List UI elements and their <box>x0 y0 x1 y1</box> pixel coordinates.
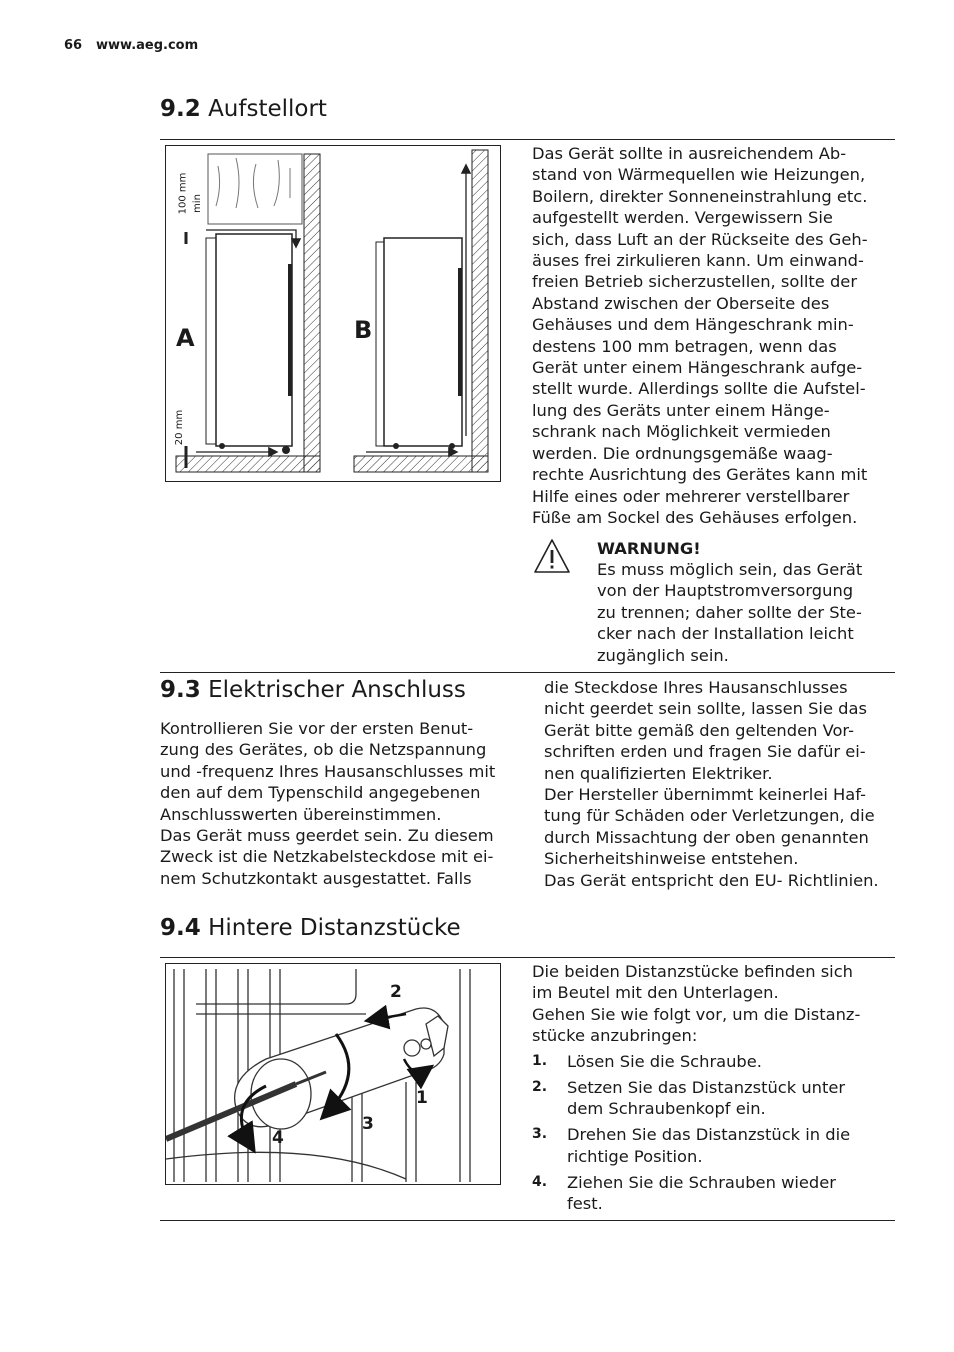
section-rule <box>160 957 895 958</box>
section-rule <box>160 672 895 673</box>
step-number: 4. <box>532 1173 548 1190</box>
step-number: 1. <box>532 1053 548 1069</box>
section-title: Aufstellort <box>208 96 327 122</box>
step-text: Drehen Sie das Distanzstück in die richtige Position. <box>567 1125 851 1166</box>
section-9-2-heading <box>160 96 327 122</box>
section-title: Hintere Distanzstücke <box>208 915 461 941</box>
list-item <box>532 1172 892 1215</box>
list-item <box>532 1124 892 1167</box>
callout-4: 4 <box>272 1128 284 1148</box>
dim-top: 100 mm <box>177 172 189 215</box>
step-text: Lösen Sie die Schraube. <box>567 1052 762 1071</box>
callout-3: 3 <box>362 1114 374 1134</box>
label-a: A <box>176 324 195 352</box>
section-number: 9.3 <box>160 677 201 703</box>
s94-intro: Die beiden Distanzstücke befinden sich im Beutel mit den Unterlagen. Gehen Sie wie folgt vor, um die Distanz- stücke anzubringen: <box>532 962 861 1046</box>
callout-1: 1 <box>416 1088 428 1108</box>
section-9-4-heading <box>160 915 461 941</box>
section-number: 9.2 <box>160 96 201 122</box>
step-number: 2. <box>532 1078 548 1095</box>
section-number: 9.4 <box>160 915 201 941</box>
section-rule <box>160 1220 895 1221</box>
s93-col-right: die Steckdose Ihres Hausanschlusses nicht geerdet sein sollte, lassen Sie das Gerät bitte gemäß den geltenden Vor- schriften erden und fragen Sie dafür ei- nen qualifizierten Elektriker. Der Hersteller übernimmt keinerlei Haf- tung für Schäden oder Verletzungen, die durch Missachtung der oben genannten Sicherheitshinweise entstehen. Das Gerät entspricht den EU- Richtlinien. <box>544 678 879 890</box>
callout-2: 2 <box>390 982 402 1002</box>
section-rule <box>160 139 895 140</box>
site-url[interactable]: www.aeg.com <box>96 38 199 53</box>
placement-diagram <box>166 146 500 481</box>
dim-bottom: 20 mm <box>174 409 186 446</box>
step-number: 3. <box>532 1126 548 1143</box>
section-9-3-heading <box>160 677 466 703</box>
warning-icon <box>533 538 573 578</box>
list-item <box>532 1077 892 1120</box>
warning-label: WARNUNG! <box>597 539 701 558</box>
step-text: Setzen Sie das Distanzstück unter dem Schraubenkopf ein. <box>567 1077 846 1119</box>
list-item <box>532 1051 892 1072</box>
s93-col-left: Kontrollieren Sie vor der ersten Benut- zung des Gerätes, ob die Netzspannung und -frequenz Ihres Hausanschlusses mit den auf dem Typenschild angegebenen Anschlusswerten übereinstimmen. Das Gerät muss geerdet sein. Zu diesem Zweck ist die Netzkabelsteckdose mit ei- nem Schutzkontakt ausgestattet. Falls <box>160 719 496 888</box>
placement-figure <box>165 145 501 482</box>
s92-body: Das Gerät sollte in ausreichendem Ab- stand von Wärmequellen wie Heizungen, Boilern, direkter Sonneneinstrahlung etc. aufgestellt werden. Vergewissern Sie sich, dass Luft an der Rückseite des Geh- äuses frei zirkulieren kann. Um einwand- freien Betrieb sicherzustellen, sollte der Abstand zwischen der Oberseite des Gehäuses und dem Hängeschrank min- destens 100 mm betragen, wenn das Gerät unter einem Hängeschrank aufge- stellt wurde. Allerdings sollte die Aufstel- lung des Geräts unter einem Hänge- schrank nach Möglichkeit vermieden werden. Die ordnungsgemäße waag- rechte Ausrichtung des Gerätes kann mit Hilfe eines oder mehrerer verstellbarer Füße am Sockel des Gehäuses erfolgen. <box>532 144 868 527</box>
steps-list <box>532 1051 892 1219</box>
page-number: 66 <box>64 38 83 53</box>
section-title: Elektrischer Anschluss <box>208 677 466 703</box>
spacer-figure <box>165 963 501 1185</box>
spacer-diagram <box>166 964 500 1184</box>
label-b: B <box>354 316 373 344</box>
dim-top-min: min <box>191 194 203 213</box>
step-text: Ziehen Sie die Schrauben wieder fest. <box>567 1172 836 1213</box>
warning-text: Es muss möglich sein, das Gerät von der Hauptstromversorgung zu trennen; daher sollte der Ste- cker nach der Installation leicht zugänglich sein. <box>597 560 863 665</box>
